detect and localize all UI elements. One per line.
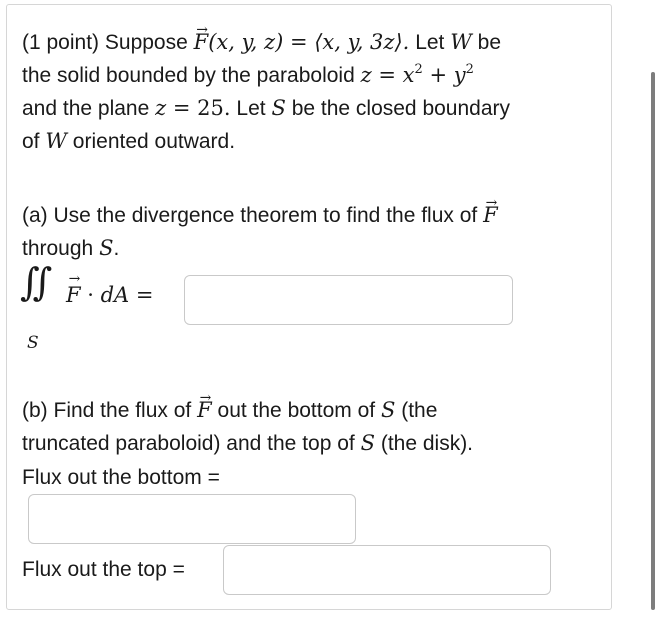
part-b-line-1: (b) Find the flux of → F out the bottom of S (the xyxy=(22,394,437,427)
part-a-line-2: through S. xyxy=(22,236,120,260)
problem-line-4: of W oriented outward. xyxy=(22,129,236,153)
problem-line-2: the solid bounded by the paraboloid $z = x^2 + y^2$ xyxy=(22,62,474,87)
part-b-line-2: truncated paraboloid) and the top of S (the disk). xyxy=(22,431,474,455)
flux-top-input[interactable] xyxy=(223,545,551,595)
flux-bottom-input[interactable] xyxy=(28,494,356,544)
part-a-line-1: (a) Use the divergence theorem to find the flux of → F xyxy=(22,199,498,232)
flux-total-input[interactable] xyxy=(184,275,513,325)
flux-top-label: Flux out the top = xyxy=(22,558,185,581)
flux-integrand: → F · dA = xyxy=(66,283,154,307)
integral-subscript: S xyxy=(27,333,39,353)
problem-line-1: (1 point) Suppose → F(x, y, z) = ⟨x, y, 3z⟩. Let W be xyxy=(22,26,501,59)
problem-line-3: and the plane z = 25. Let S be the closed boundary xyxy=(22,96,511,120)
flux-bottom-label: Flux out the bottom = xyxy=(22,466,220,489)
scrollbar[interactable] xyxy=(651,72,655,610)
double-integral-symbol: ∬ xyxy=(20,260,39,304)
